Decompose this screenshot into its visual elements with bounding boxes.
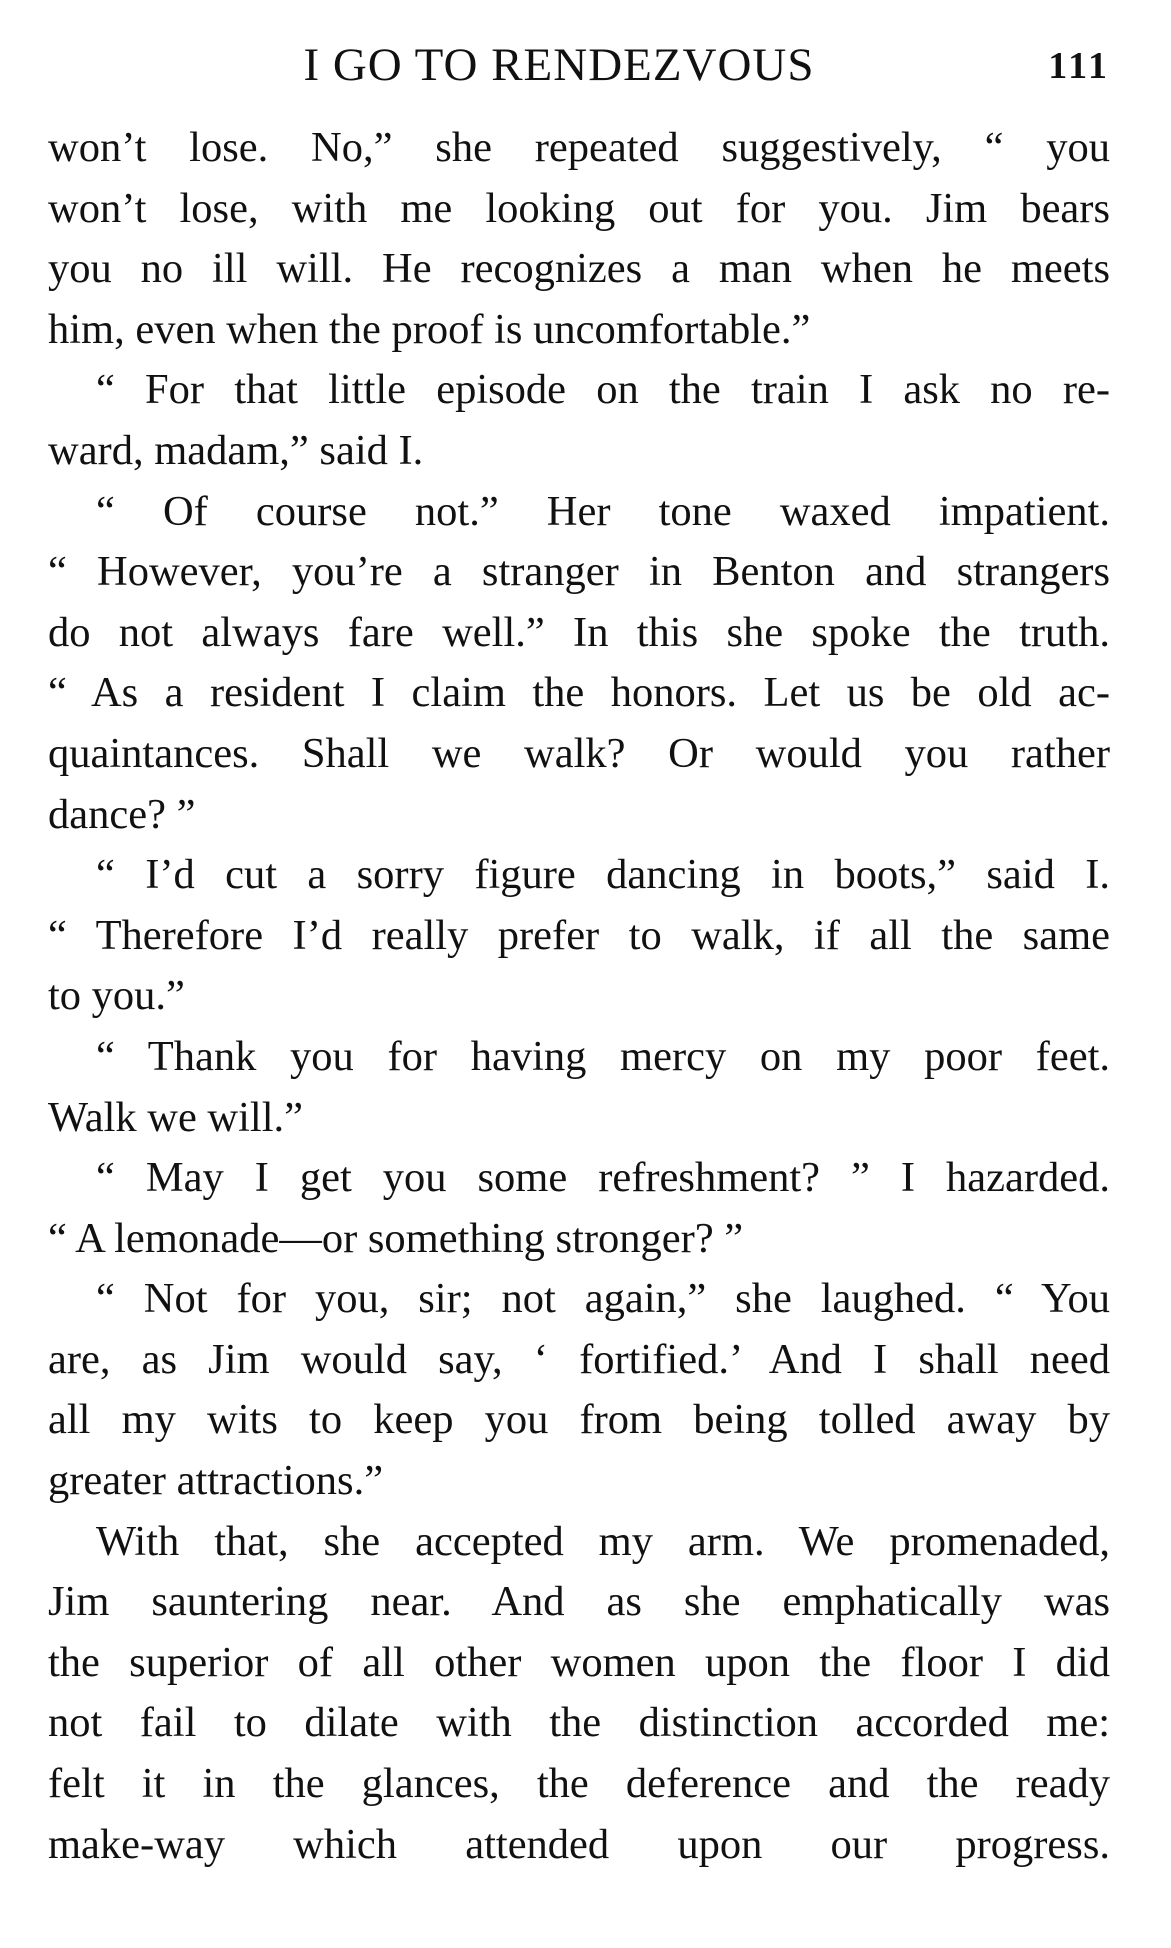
text-line: greater attractions.” xyxy=(48,1457,384,1505)
text-line: With that, she accepted my arm. We promenaded, xyxy=(96,1517,1110,1565)
text-line: all my wits to keep you from being tolled away by xyxy=(48,1396,1110,1444)
text-line: quaintances. Shall we walk? Or would you rather xyxy=(48,729,1110,777)
text-line: do not always fare well.” In this she spoke the truth. xyxy=(48,608,1110,656)
text-line: “ A lemonade—or something stronger? ” xyxy=(48,1214,744,1262)
text-line: Walk we will.” xyxy=(48,1093,304,1141)
text-line: not fail to dilate with the distinction accorded me: xyxy=(48,1699,1110,1747)
text-line: dance? ” xyxy=(48,790,196,838)
text-line: him, even when the proof is uncomfortable.” xyxy=(48,305,811,353)
text-line: “ As a resident I claim the honors. Let us be old ac- xyxy=(48,669,1110,717)
text-line: ward, madam,” said I. xyxy=(48,426,424,474)
text-line: “ Of course not.” Her tone waxed impatient. xyxy=(96,487,1110,535)
text-line: you no ill will. He recognizes a man when he meets xyxy=(48,245,1110,293)
book-page xyxy=(48,36,1110,1875)
text-line: won’t lose. No,” she repeated suggestively, “ you xyxy=(48,124,1110,171)
text-line: “ I’d cut a sorry figure dancing in boots,” said I. xyxy=(96,851,1110,899)
text-line: won’t lose, with me looking out for you. Jim bears xyxy=(48,184,1110,232)
text-line: to you.” xyxy=(48,972,185,1020)
body-text xyxy=(48,118,1110,1875)
text-line: “ However, you’re a stranger in Benton and strangers xyxy=(48,548,1110,596)
running-title: I GO TO RENDEZVOUS xyxy=(303,39,815,91)
text-line: “ Not for you, sir; not again,” she laughed. “ You xyxy=(96,1275,1110,1323)
text-line: felt it in the glances, the deference and the ready xyxy=(48,1760,1110,1808)
text-line: are, as Jim would say, ‘ fortified.’ And I shall need xyxy=(48,1335,1110,1383)
text-line: “ Therefore I’d really prefer to walk, if all the same xyxy=(48,911,1110,959)
text-line: “ May I get you some refreshment? ” I hazarded. xyxy=(96,1154,1110,1202)
running-head xyxy=(48,36,1110,98)
page-number: 111 xyxy=(1048,45,1110,87)
text-line: “ Thank you for having mercy on my poor feet. xyxy=(96,1032,1110,1080)
text-line: the superior of all other women upon the floor I did xyxy=(48,1638,1110,1686)
text-line: Jim sauntering near. And as she emphatically was xyxy=(48,1578,1110,1626)
text-line: “ For that little episode on the train I ask no re- xyxy=(96,366,1110,414)
text-line: make-way which attended upon our progress. xyxy=(48,1820,1110,1868)
